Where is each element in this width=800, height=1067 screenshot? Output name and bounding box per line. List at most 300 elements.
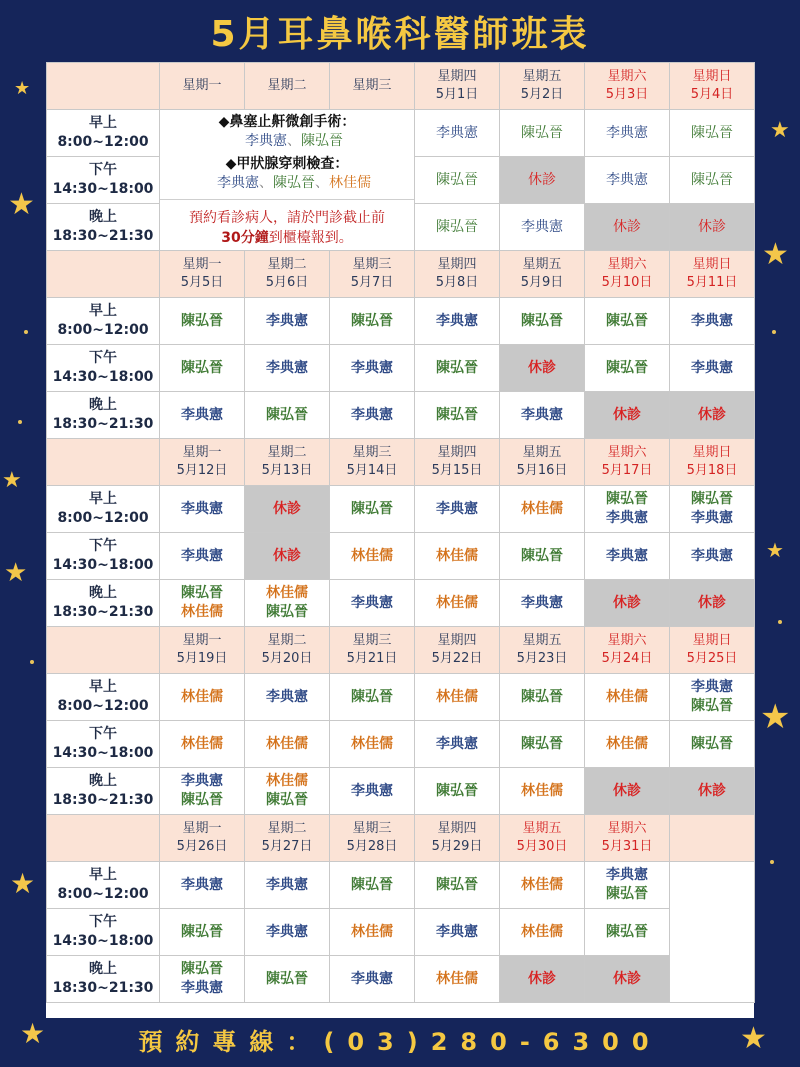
week-header-row bbox=[47, 63, 755, 110]
doctor-name: 陳弘晉 bbox=[351, 312, 393, 329]
time-slot-label bbox=[47, 580, 160, 627]
doctor-cell bbox=[670, 486, 755, 533]
doctor-name: 李典憲 bbox=[266, 359, 308, 376]
closed-cell bbox=[500, 157, 585, 204]
doctor-cell bbox=[160, 909, 245, 956]
time-slot-row bbox=[47, 486, 755, 533]
doctor-cell bbox=[160, 721, 245, 768]
doctor-name: 李典憲 bbox=[606, 547, 648, 564]
doctor-name: 陳弘晉 bbox=[606, 359, 648, 376]
week-header-row bbox=[47, 439, 755, 486]
separator: 、 bbox=[259, 174, 273, 191]
doctor-cell bbox=[245, 909, 330, 956]
doctor-cell bbox=[670, 345, 755, 392]
doctor-cell bbox=[330, 392, 415, 439]
weekday-label: 星期五 bbox=[522, 445, 562, 460]
closed-cell bbox=[670, 768, 755, 815]
date-label: 5月20日 bbox=[261, 651, 313, 666]
schedule-table bbox=[46, 62, 755, 1003]
day-header bbox=[500, 251, 585, 298]
doctor-name: 林佳儒 bbox=[436, 594, 478, 611]
doctor-name: 李典憲 bbox=[351, 782, 393, 799]
doctor-cell bbox=[670, 674, 755, 721]
sparkle-dot bbox=[30, 660, 34, 664]
doctor-cell bbox=[585, 486, 670, 533]
closed-cell bbox=[670, 392, 755, 439]
sparkle-dot bbox=[770, 860, 774, 864]
doctor-name: 林佳儒 bbox=[266, 585, 308, 601]
closed-cell bbox=[245, 533, 330, 580]
day-header bbox=[160, 815, 245, 862]
time-slot-row bbox=[47, 392, 755, 439]
doctor-name: 陳弘晉 bbox=[273, 174, 315, 191]
slot-time: 18:30~21:30 bbox=[52, 980, 154, 996]
doctor-name: 林佳儒 bbox=[606, 735, 648, 752]
doctor-name: 陳弘晉 bbox=[266, 792, 308, 808]
doctor-cell bbox=[585, 157, 670, 204]
week-header-row bbox=[47, 815, 755, 862]
doctor-cell bbox=[500, 862, 585, 909]
week-header-row bbox=[47, 251, 755, 298]
slot-name: 下午 bbox=[89, 350, 117, 366]
appointment-notice bbox=[160, 200, 414, 248]
time-slot-row bbox=[47, 345, 755, 392]
doctor-name: 李典憲 bbox=[521, 594, 563, 611]
slot-name: 晚上 bbox=[89, 397, 117, 413]
doctor-name: 李典憲 bbox=[181, 406, 223, 423]
doctor-cell bbox=[415, 674, 500, 721]
day-header bbox=[245, 627, 330, 674]
doctor-cell bbox=[415, 862, 500, 909]
day-header bbox=[330, 439, 415, 486]
doctor-name: 陳弘晉 bbox=[181, 359, 223, 376]
weekday-label: 星期六 bbox=[607, 69, 647, 84]
closed-label: 休診 bbox=[698, 218, 726, 235]
slot-name: 下午 bbox=[89, 726, 117, 742]
doctor-name: 陳弘晉 bbox=[521, 312, 563, 329]
doctor-name: 林佳儒 bbox=[436, 688, 478, 705]
doctor-name: 陳弘晉 bbox=[266, 604, 308, 620]
doctor-cell bbox=[160, 674, 245, 721]
day-header bbox=[245, 63, 330, 110]
notice-rest: 到櫃檯報到。 bbox=[268, 229, 353, 246]
time-slot-label bbox=[47, 909, 160, 956]
doctor-cell bbox=[670, 298, 755, 345]
slot-time: 8:00~12:00 bbox=[57, 134, 149, 150]
sparkle-dot bbox=[772, 330, 776, 334]
day-header bbox=[670, 627, 755, 674]
doctor-name: 李典憲 bbox=[181, 980, 223, 996]
date-label: 5月29日 bbox=[431, 839, 483, 854]
date-label: 5月25日 bbox=[686, 651, 738, 666]
doctor-cell bbox=[415, 721, 500, 768]
star-icon: ★ bbox=[14, 78, 31, 99]
doctor-name: 李典憲 bbox=[606, 867, 648, 883]
day-header bbox=[160, 251, 245, 298]
day-header bbox=[160, 439, 245, 486]
doctor-name: 陳弘晉 bbox=[691, 698, 733, 714]
doctor-cell bbox=[415, 486, 500, 533]
doctor-name: 李典憲 bbox=[181, 773, 223, 789]
doctor-name: 陳弘晉 bbox=[436, 171, 478, 188]
doctor-cell bbox=[245, 674, 330, 721]
star-icon: ★ bbox=[760, 697, 791, 737]
doctor-name: 林佳儒 bbox=[351, 735, 393, 752]
doctor-name: 林佳儒 bbox=[266, 773, 308, 789]
note-thyroid-title: ◆甲狀腺穿刺檢查： bbox=[225, 155, 349, 172]
doctor-cell bbox=[245, 956, 330, 1003]
date-label: 5月24日 bbox=[601, 651, 653, 666]
weekday-label: 星期一 bbox=[182, 633, 222, 648]
separator: 、 bbox=[287, 132, 301, 149]
doctor-cell bbox=[160, 486, 245, 533]
doctor-name: 李典憲 bbox=[351, 970, 393, 987]
doctor-name: 陳弘晉 bbox=[436, 782, 478, 799]
doctor-name: 李典憲 bbox=[436, 923, 478, 940]
slot-time: 18:30~21:30 bbox=[52, 228, 154, 244]
doctor-name: 李典憲 bbox=[691, 359, 733, 376]
doctor-cell bbox=[245, 580, 330, 627]
star-icon: ★ bbox=[762, 237, 789, 272]
weekday-label: 星期日 bbox=[692, 257, 732, 272]
weekday-label: 星期四 bbox=[437, 257, 477, 272]
weekday-label: 星期六 bbox=[607, 633, 647, 648]
doctor-cell bbox=[330, 768, 415, 815]
closed-cell bbox=[500, 345, 585, 392]
slot-name: 早上 bbox=[89, 303, 117, 319]
sparkle-dot bbox=[18, 420, 22, 424]
doctor-cell bbox=[245, 862, 330, 909]
doctor-name: 李典憲 bbox=[436, 735, 478, 752]
date-label: 5月1日 bbox=[435, 87, 479, 102]
doctor-cell bbox=[500, 768, 585, 815]
day-header bbox=[500, 815, 585, 862]
doctor-cell bbox=[160, 392, 245, 439]
time-slot-label bbox=[47, 110, 160, 157]
doctor-cell bbox=[500, 110, 585, 157]
date-label: 5月6日 bbox=[265, 275, 309, 290]
booking-hotline: 預約專線：(03)280-6300 bbox=[138, 1028, 662, 1056]
doctor-name: 李典憲 bbox=[606, 510, 648, 526]
weekday-label: 星期四 bbox=[437, 633, 477, 648]
page-title: 5月耳鼻喉科醫師班表 bbox=[210, 14, 590, 55]
weekday-label: 星期三 bbox=[352, 821, 392, 836]
day-header bbox=[160, 627, 245, 674]
closed-label: 休診 bbox=[698, 594, 726, 611]
date-label: 5月19日 bbox=[176, 651, 228, 666]
day-header bbox=[585, 63, 670, 110]
doctor-name: 李典憲 bbox=[217, 174, 259, 191]
date-label: 5月2日 bbox=[520, 87, 564, 102]
time-slot-row bbox=[47, 768, 755, 815]
doctor-cell bbox=[585, 345, 670, 392]
weekday-label: 星期一 bbox=[182, 445, 222, 460]
closed-cell bbox=[585, 580, 670, 627]
doctor-name: 陳弘晉 bbox=[181, 585, 223, 601]
weekday-label: 星期二 bbox=[267, 257, 307, 272]
closed-label: 休診 bbox=[613, 218, 641, 235]
doctor-name: 林佳儒 bbox=[329, 174, 371, 191]
time-slot-row bbox=[47, 721, 755, 768]
star-icon: ★ bbox=[10, 867, 36, 900]
closed-label: 休診 bbox=[528, 171, 556, 188]
slot-name: 早上 bbox=[89, 491, 117, 507]
closed-cell bbox=[585, 392, 670, 439]
closed-cell bbox=[670, 204, 755, 251]
day-header bbox=[245, 815, 330, 862]
sparkle-dot bbox=[778, 620, 782, 624]
date-label: 5月30日 bbox=[516, 839, 568, 854]
time-slot-label bbox=[47, 956, 160, 1003]
doctor-cell bbox=[415, 392, 500, 439]
doctor-cell bbox=[160, 533, 245, 580]
doctor-name: 李典憲 bbox=[245, 132, 287, 149]
time-slot-label bbox=[47, 486, 160, 533]
doctor-name: 陳弘晉 bbox=[266, 970, 308, 987]
week-header-row bbox=[47, 627, 755, 674]
date-label: 5月9日 bbox=[520, 275, 564, 290]
doctor-name: 陳弘晉 bbox=[521, 124, 563, 141]
weekday-label: 星期二 bbox=[267, 78, 307, 93]
doctor-cell bbox=[330, 580, 415, 627]
weekday-label: 星期五 bbox=[522, 69, 562, 84]
date-label: 5月23日 bbox=[516, 651, 568, 666]
closed-label: 休診 bbox=[613, 970, 641, 987]
doctor-name: 陳弘晉 bbox=[351, 500, 393, 517]
doctor-cell bbox=[585, 862, 670, 909]
doctor-name: 李典憲 bbox=[521, 406, 563, 423]
doctor-name: 陳弘晉 bbox=[181, 312, 223, 329]
time-slot-row bbox=[47, 110, 755, 157]
day-header bbox=[585, 251, 670, 298]
closed-cell bbox=[670, 580, 755, 627]
closed-label: 休診 bbox=[698, 782, 726, 799]
doctor-name: 李典憲 bbox=[181, 500, 223, 517]
doctor-cell bbox=[330, 674, 415, 721]
day-header bbox=[585, 627, 670, 674]
doctor-cell bbox=[160, 862, 245, 909]
doctor-cell bbox=[160, 345, 245, 392]
doctor-name: 陳弘晉 bbox=[691, 124, 733, 141]
date-label: 5月12日 bbox=[176, 463, 228, 478]
closed-label: 休診 bbox=[613, 406, 641, 423]
doctor-cell bbox=[500, 533, 585, 580]
doctor-cell bbox=[245, 721, 330, 768]
doctor-name: 林佳儒 bbox=[351, 923, 393, 940]
doctor-cell bbox=[670, 110, 755, 157]
doctor-name: 陳弘晉 bbox=[606, 886, 648, 902]
day-header bbox=[330, 815, 415, 862]
star-icon: ★ bbox=[20, 1017, 46, 1050]
weekday-label: 星期日 bbox=[692, 633, 732, 648]
time-slot-label bbox=[47, 392, 160, 439]
doctor-cell bbox=[330, 533, 415, 580]
weekday-label: 星期三 bbox=[352, 445, 392, 460]
empty-cell bbox=[670, 862, 755, 1003]
doctor-name: 李典憲 bbox=[691, 547, 733, 564]
doctor-cell bbox=[415, 204, 500, 251]
time-slot-row bbox=[47, 580, 755, 627]
doctor-name: 陳弘晉 bbox=[351, 876, 393, 893]
doctor-cell bbox=[500, 392, 585, 439]
slot-name: 下午 bbox=[89, 162, 117, 178]
doctor-name: 陳弘晉 bbox=[436, 876, 478, 893]
doctor-cell bbox=[330, 909, 415, 956]
schedule-sheet bbox=[46, 62, 754, 1018]
notice-emphasis: 30分鐘 bbox=[221, 229, 269, 246]
doctor-name: 李典憲 bbox=[436, 500, 478, 517]
slot-name: 下午 bbox=[89, 538, 117, 554]
day-header bbox=[415, 627, 500, 674]
doctor-cell bbox=[160, 580, 245, 627]
doctor-cell bbox=[670, 533, 755, 580]
star-icon: ★ bbox=[2, 468, 22, 493]
header-corner bbox=[47, 627, 160, 674]
doctor-name: 李典憲 bbox=[351, 359, 393, 376]
doctor-name: 李典憲 bbox=[436, 312, 478, 329]
doctor-cell bbox=[415, 345, 500, 392]
doctor-cell bbox=[245, 345, 330, 392]
closed-cell bbox=[585, 204, 670, 251]
closed-cell bbox=[585, 768, 670, 815]
date-label: 5月14日 bbox=[346, 463, 398, 478]
day-header bbox=[585, 439, 670, 486]
time-slot-row bbox=[47, 533, 755, 580]
closed-cell bbox=[500, 956, 585, 1003]
doctor-cell bbox=[415, 956, 500, 1003]
time-slot-row bbox=[47, 674, 755, 721]
day-header bbox=[585, 815, 670, 862]
weekday-label: 星期四 bbox=[437, 445, 477, 460]
doctor-cell bbox=[415, 768, 500, 815]
doctor-name: 李典憲 bbox=[691, 679, 733, 695]
time-slot-row bbox=[47, 862, 755, 909]
day-header bbox=[415, 439, 500, 486]
time-slot-label bbox=[47, 768, 160, 815]
closed-cell bbox=[245, 486, 330, 533]
doctor-name: 陳弘晉 bbox=[521, 688, 563, 705]
slot-time: 18:30~21:30 bbox=[52, 416, 154, 432]
date-label: 5月4日 bbox=[690, 87, 734, 102]
doctor-cell bbox=[670, 157, 755, 204]
doctor-name: 李典憲 bbox=[351, 594, 393, 611]
time-slot-label bbox=[47, 298, 160, 345]
note-surgery-doctors bbox=[160, 132, 414, 151]
closed-label: 休診 bbox=[528, 970, 556, 987]
weekday-label: 星期三 bbox=[352, 78, 392, 93]
closed-label: 休診 bbox=[613, 782, 641, 799]
slot-name: 早上 bbox=[89, 867, 117, 883]
header-corner bbox=[47, 815, 160, 862]
day-header bbox=[670, 439, 755, 486]
date-label: 5月26日 bbox=[176, 839, 228, 854]
weekday-label: 星期四 bbox=[437, 69, 477, 84]
doctor-name: 陳弘晉 bbox=[181, 961, 223, 977]
doctor-cell bbox=[415, 580, 500, 627]
date-label: 5月17日 bbox=[601, 463, 653, 478]
day-header bbox=[670, 815, 755, 862]
day-header bbox=[330, 627, 415, 674]
time-slot-label bbox=[47, 862, 160, 909]
doctor-cell bbox=[330, 298, 415, 345]
slot-time: 14:30~18:00 bbox=[52, 933, 154, 949]
date-label: 5月31日 bbox=[601, 839, 653, 854]
slot-time: 14:30~18:00 bbox=[52, 369, 154, 385]
date-label: 5月28日 bbox=[346, 839, 398, 854]
doctor-name: 李典憲 bbox=[181, 876, 223, 893]
date-label: 5月21日 bbox=[346, 651, 398, 666]
doctor-name: 陳弘晉 bbox=[181, 923, 223, 940]
doctor-name: 陳弘晉 bbox=[266, 406, 308, 423]
day-header bbox=[670, 251, 755, 298]
doctor-name: 林佳儒 bbox=[181, 688, 223, 705]
doctor-name: 陳弘晉 bbox=[436, 359, 478, 376]
doctor-cell bbox=[330, 862, 415, 909]
separator: 、 bbox=[315, 174, 329, 191]
slot-time: 14:30~18:00 bbox=[52, 557, 154, 573]
note-thyroid-doctors bbox=[160, 174, 414, 193]
date-label: 5月16日 bbox=[516, 463, 568, 478]
note-surgery-title: ◆鼻塞止鼾微創手術： bbox=[218, 113, 356, 130]
day-header bbox=[245, 251, 330, 298]
doctor-name: 李典憲 bbox=[606, 124, 648, 141]
date-label: 5月13日 bbox=[261, 463, 313, 478]
time-slot-row bbox=[47, 956, 755, 1003]
doctor-cell bbox=[670, 721, 755, 768]
day-header bbox=[500, 63, 585, 110]
date-label: 5月15日 bbox=[431, 463, 483, 478]
weekday-label: 星期二 bbox=[267, 445, 307, 460]
doctor-cell bbox=[415, 909, 500, 956]
doctor-name: 林佳儒 bbox=[266, 735, 308, 752]
slot-name: 晚上 bbox=[89, 209, 117, 225]
doctor-cell bbox=[245, 768, 330, 815]
slot-time: 8:00~12:00 bbox=[57, 510, 149, 526]
day-header bbox=[330, 63, 415, 110]
doctor-name: 林佳儒 bbox=[606, 688, 648, 705]
doctor-name: 陳弘晉 bbox=[691, 171, 733, 188]
doctor-cell bbox=[415, 533, 500, 580]
closed-label: 休診 bbox=[273, 500, 301, 517]
sparkle-dot bbox=[24, 330, 28, 334]
doctor-cell bbox=[245, 298, 330, 345]
doctor-name: 陳弘晉 bbox=[521, 735, 563, 752]
doctor-name: 陳弘晉 bbox=[691, 491, 733, 507]
day-header bbox=[670, 63, 755, 110]
doctor-name: 林佳儒 bbox=[181, 604, 223, 620]
doctor-cell bbox=[585, 674, 670, 721]
doctor-name: 陳弘晉 bbox=[436, 406, 478, 423]
doctor-name: 陳弘晉 bbox=[521, 547, 563, 564]
slot-name: 晚上 bbox=[89, 585, 117, 601]
notice-line-2 bbox=[160, 228, 414, 248]
weekday-label: 星期六 bbox=[607, 821, 647, 836]
doctor-name: 林佳儒 bbox=[181, 735, 223, 752]
time-slot-label bbox=[47, 674, 160, 721]
doctor-cell bbox=[585, 110, 670, 157]
date-label: 5月5日 bbox=[180, 275, 224, 290]
time-slot-label bbox=[47, 533, 160, 580]
doctor-cell bbox=[500, 909, 585, 956]
doctor-cell bbox=[585, 298, 670, 345]
doctor-cell bbox=[500, 486, 585, 533]
doctor-name: 陳弘晉 bbox=[436, 218, 478, 235]
date-label: 5月10日 bbox=[601, 275, 653, 290]
day-header bbox=[330, 251, 415, 298]
date-label: 5月11日 bbox=[686, 275, 738, 290]
time-slot-label bbox=[47, 721, 160, 768]
doctor-cell bbox=[500, 298, 585, 345]
